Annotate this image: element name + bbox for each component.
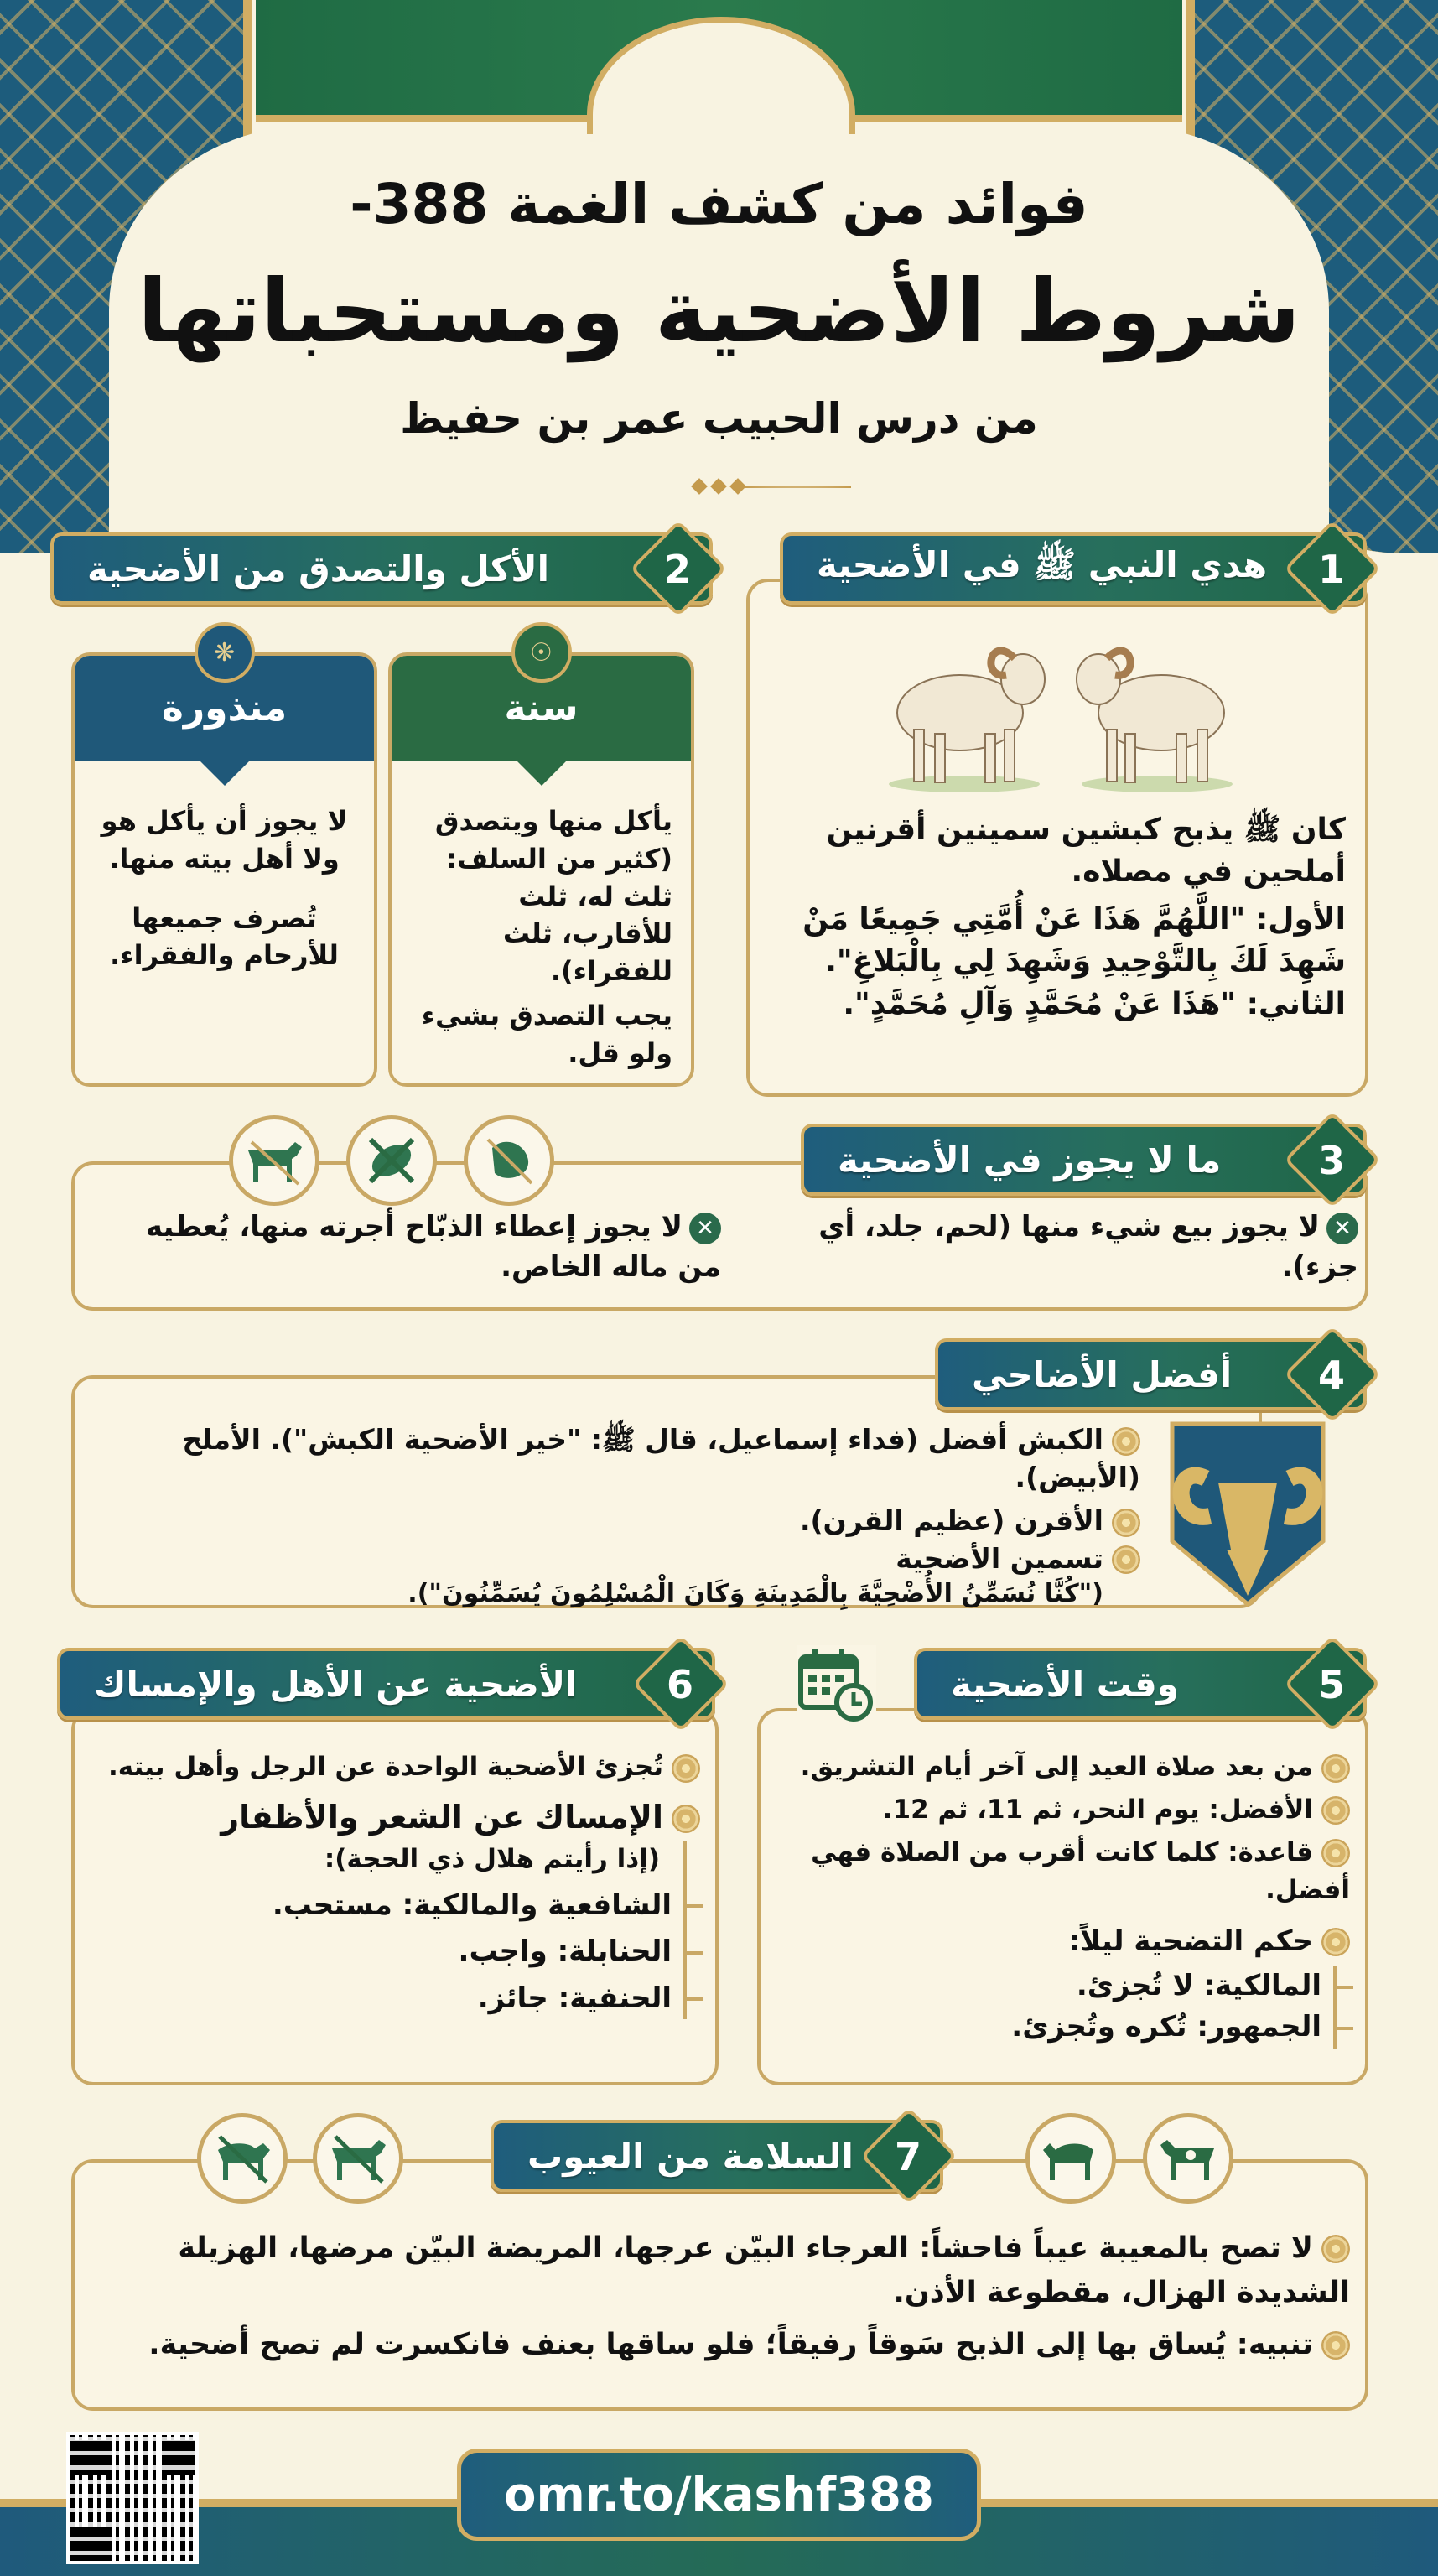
rosette-bullet-icon [1321, 1839, 1350, 1867]
two-rams-illustration [880, 629, 1241, 797]
calligraphy-medallion-icon: ❋ [195, 622, 255, 683]
section-7-title: السلامة من العيوب [527, 2135, 854, 2177]
section-3-banner [801, 1124, 1367, 1196]
sick-cow-icon [1143, 2113, 1233, 2204]
x-circle-icon: ✕ [1326, 1213, 1358, 1244]
section-number-badge: 5 [1285, 1638, 1378, 1732]
vowed-label: منذورة [161, 687, 288, 730]
no-sheep-defect-icon [197, 2113, 288, 2204]
section-4-title: أفضل الأضاحي [972, 1353, 1233, 1395]
no-cow-defect-icon [313, 2113, 403, 2204]
sunnah-card [388, 637, 694, 1087]
section-1-first-dua: الأول: "اللَّهُمَّ هَذَا عَنْ أُمَّتِي جَمِيعًا مَنْ شَهِدَ لَكَ بِالتَّوْحِيدِ وَشَهِدَ لِي بِالْبَلاغِ". [802, 901, 1346, 979]
rosette-bullet-icon [1321, 1754, 1350, 1783]
lame-ram-icon [1025, 2113, 1116, 2204]
section-number-badge: 3 [1285, 1114, 1378, 1208]
section-4-banner [935, 1338, 1367, 1410]
section-6-item-2: الإمساك عن الشعر والأظفار [92, 1794, 700, 1841]
section-6-banner [57, 1648, 715, 1720]
section-5-item-1: من بعد صلاة العيد إلى آخر أيام التشريق. [780, 1748, 1350, 1786]
no-cow-icon [229, 1115, 319, 1206]
rosette-bullet-icon [1321, 1928, 1350, 1956]
section-6-item-1: تُجزئ الأضحية الواحدة عن الرجل وأهل بيته. [92, 1748, 700, 1786]
section-1-banner [780, 532, 1367, 605]
section-5-item-3: قاعدة: كلما كانت أقرب من الصلاة فهي أفضل. [811, 1836, 1350, 1905]
section-2-banner [50, 532, 713, 605]
x-circle-icon: ✕ [689, 1213, 721, 1244]
sunnah-label: سنة [504, 687, 579, 730]
rosette-bullet-icon [672, 1805, 700, 1833]
main-title: شروط الأضحية ومستحباتها [138, 260, 1300, 362]
series-title: فوائد من كشف الغمة 388- [350, 172, 1088, 236]
section-5-sublist [780, 1966, 1337, 2049]
section-3-item-1: ✕لا يجوز بيع شيء منها (لحم، جلد، أي جزء). [818, 1210, 1358, 1284]
section-6-sub-1: الشافعية والمالكية: مستحب. [92, 1885, 683, 1926]
section-6-note: (إذا رأيتم هلال ذي الحجة): [324, 1844, 660, 1875]
section-6-title: الأضحية عن الأهل والإمساك [94, 1663, 578, 1705]
section-5-banner [914, 1648, 1367, 1720]
title-divider [587, 478, 851, 495]
section-4-item-1: الكبش أفضل (فداء إسماعيل، قال ﷺ: "خير الأضحية الكبش"). الأملح (الأبيض). [182, 1423, 1140, 1493]
rosette-bullet-icon [1112, 1427, 1140, 1456]
vowed-card [71, 637, 377, 1087]
section-1-title: هدي النبي ﷺ في الأضحية [817, 543, 1268, 585]
section-number-badge: 1 [1285, 522, 1378, 616]
hand-coin-icon: ☉ [511, 622, 572, 683]
vowed-text-1: لا يجوز أن يأكل هو ولا أهل بيته منها. [101, 805, 348, 875]
section-5-sub-2: الجمهور: تُكره وتُجزئ. [780, 2007, 1333, 2048]
section-6-sub-2: الحنابلة: واجب. [92, 1931, 683, 1972]
section-number-badge: 7 [861, 2110, 955, 2204]
url-link[interactable]: omr.to/kashf388 [457, 2449, 981, 2541]
sunnah-text-2: يجب التصدق بشيء ولو قل. [421, 999, 672, 1069]
section-5-item-2: الأفضل: يوم النحر، ثم 11، ثم 12. [780, 1791, 1350, 1829]
rosette-bullet-icon [672, 1754, 700, 1783]
section-3-title: ما لا يجوز في الأضحية [838, 1139, 1222, 1181]
section-4-item-3: تسمين الأضحية [109, 1540, 1140, 1578]
section-7-banner [491, 2120, 943, 2192]
section-5-sub-1: المالكية: لا تُجزئ. [780, 1966, 1333, 2007]
no-hide-icon [346, 1115, 437, 1206]
section-6-sublist [92, 1841, 687, 2019]
section-5-title: وقت الأضحية [951, 1663, 1179, 1705]
subtitle: من درس الحبيب عمر بن حفيظ [400, 394, 1038, 443]
section-number-badge: 4 [1285, 1328, 1378, 1422]
rosette-bullet-icon [1321, 1796, 1350, 1825]
section-2-title: الأكل والتصدق من الأضحية [87, 548, 550, 589]
section-1-paragraph: كان ﷺ يذبح كبشين سمينين أقرنين أملحين في مصلاه. [826, 813, 1346, 890]
ram-head-emblem-icon [1155, 1415, 1340, 1608]
rosette-bullet-icon [1321, 2331, 1350, 2360]
section-number-badge: 2 [631, 522, 724, 616]
section-4-quote: ("كُنَّا نُسَمِّنُ الأُضْحِيَّةَ بِالْمَدِينَةِ وَكَانَ الْمُسْلِمُونَ يُسَمِّنُونَ"). [408, 1579, 1103, 1609]
no-meat-icon [464, 1115, 554, 1206]
rosette-bullet-icon [1112, 1509, 1140, 1537]
section-6-sub-3: الحنفية: جائز. [92, 1978, 683, 2019]
sunnah-text-1: يأكل منها ويتصدق (كثير من السلف: ثلث له، ثلث للأقارب، ثلث للفقراء). [434, 805, 672, 988]
section-7-item-2: تنبيه: يُساق بها إلى الذبح سَوقاً رفيقاً؛ فلو ساقها بعنف فانكسرت لم تصح أضحية. [126, 2323, 1350, 2367]
qr-code[interactable] [66, 2432, 199, 2564]
section-3-item-2: ✕لا يجوز إعطاء الذبّاح أجرته منها، يُعطيه من ماله الخاص. [145, 1210, 721, 1284]
section-number-badge: 6 [633, 1638, 727, 1732]
rosette-bullet-icon [1112, 1545, 1140, 1574]
vowed-text-2: تُصرف جميعها للأرحام والفقراء. [110, 901, 339, 972]
section-5-item-4: حكم التضحية ليلاً: [780, 1921, 1350, 1962]
section-7-item-1: لا تصح بالمعيبة عيباً فاحشاً: العرجاء البيّن عرجها، المريضة البيّن مرضها، الهزيلة الشديدة الهزال، مقطوعة الأذن. [178, 2231, 1350, 2309]
section-4-item-2: الأقرن (عظيم القرن). [109, 1503, 1140, 1540]
calendar-clock-icon [797, 1645, 876, 1725]
section-1-second-dua: الثاني: "هَذَا عَنْ مُحَمَّدٍ وَآلِ مُحَمَّدٍ". [843, 986, 1346, 1021]
rosette-bullet-icon [1321, 2235, 1350, 2263]
